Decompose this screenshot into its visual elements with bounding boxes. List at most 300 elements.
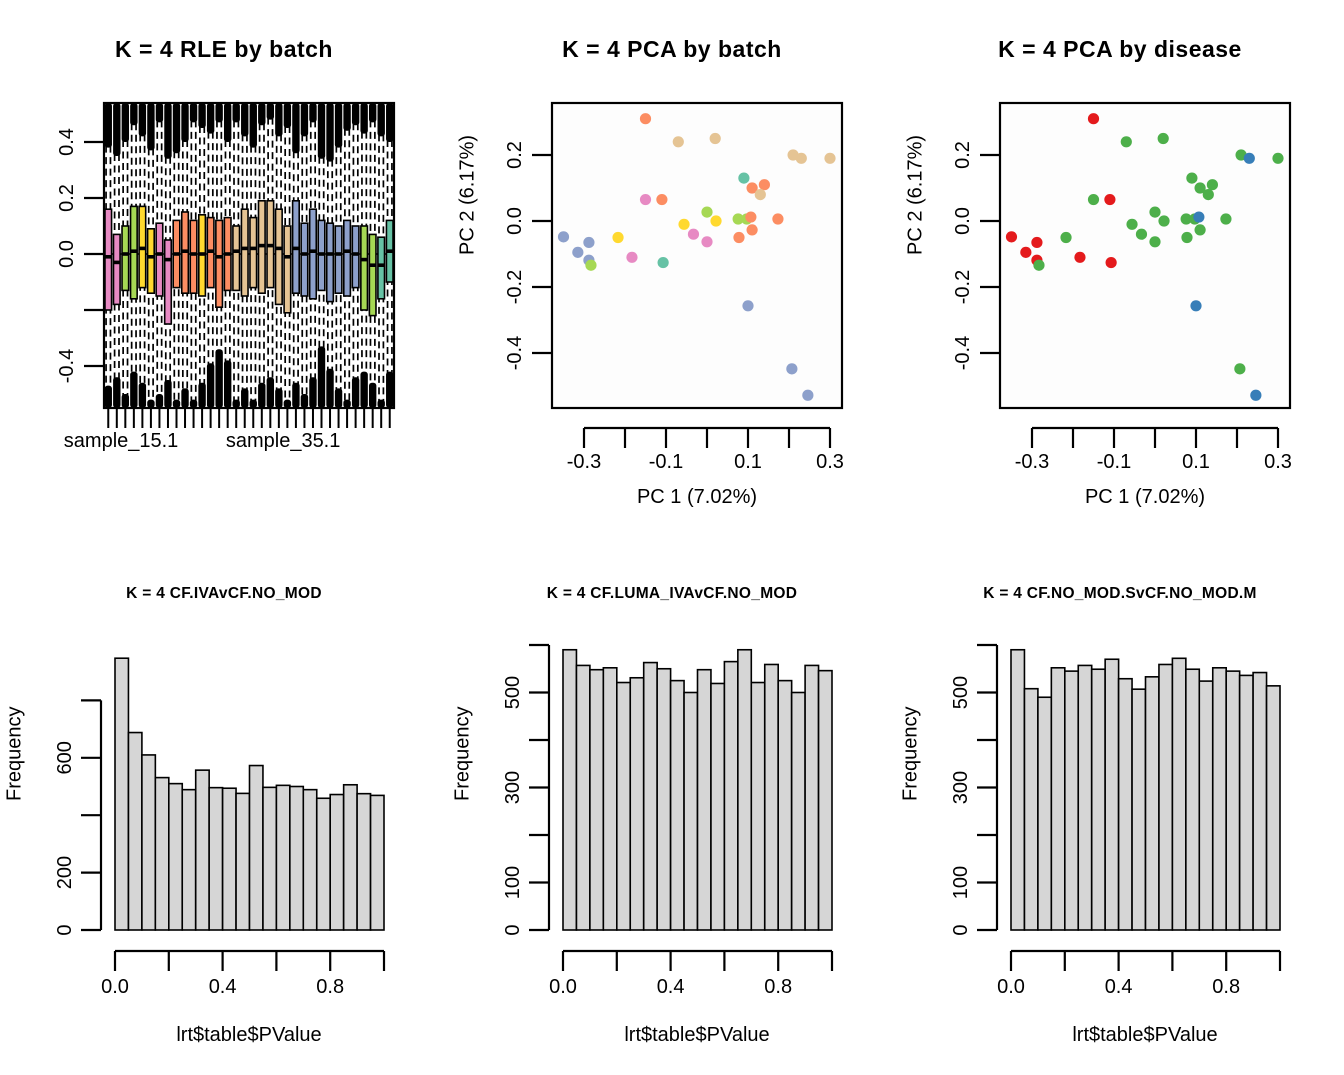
tick-label: 600 (54, 741, 76, 775)
tick-label: 0.0 (101, 976, 129, 998)
outlier-cloud-bottom (122, 394, 129, 408)
pca-point (688, 229, 699, 240)
iqr-box (310, 209, 317, 299)
hist-bar (792, 693, 805, 931)
hist-bar (276, 785, 289, 930)
hist-bar (250, 766, 263, 930)
hist-bar (1105, 659, 1118, 930)
panel-pca-by-disease: -0.3 -0.1 0.1 0.3 0.2 0.0 -0.2 -0.4 K = 4 PCA by disease PC 1 (7.02%) PC 2 (6.17%) (896, 0, 1344, 537)
pca-point (640, 113, 651, 124)
pca-point (1033, 260, 1044, 271)
pca-point (796, 153, 807, 164)
hist-bar (1213, 668, 1226, 930)
hist-bar (303, 790, 316, 930)
hist-bar (1092, 669, 1105, 930)
panel-title: K = 4 CF.NO_MOD.SvCF.NO_MOD.M (983, 585, 1257, 602)
panel-title: K = 4 CF.LUMA_IVAvCF.NO_MOD (546, 585, 798, 602)
hist-bar (290, 787, 303, 931)
pca-point (701, 236, 712, 247)
pca-point (678, 219, 689, 230)
tick-label: 300 (950, 770, 972, 805)
outlier-cloud-bottom (181, 388, 188, 408)
iqr-box (233, 226, 240, 290)
hist-bar (1186, 669, 1199, 930)
hist-bar (1024, 689, 1037, 930)
outlier-cloud-top (378, 103, 385, 136)
outlier-cloud-bottom (241, 388, 248, 408)
hist-bar (1199, 681, 1212, 930)
hist-bar (1119, 679, 1132, 930)
outlier-cloud-top (284, 103, 291, 128)
hist-bar (778, 681, 791, 930)
panel-title: K = 4 CF.IVAvCF.NO_MOD (126, 585, 322, 602)
pca-point (1193, 211, 1204, 222)
tick-label: 200 (54, 855, 76, 890)
outlier-cloud-top (190, 103, 197, 122)
outlier-cloud-top (198, 103, 205, 128)
median-line (190, 252, 197, 256)
tick-label: 0.2 (56, 184, 78, 212)
hist-bar (671, 681, 684, 930)
tick-label: -0.3 (1014, 451, 1050, 473)
tick-label: 0 (502, 924, 524, 936)
outlier-cloud-bottom (369, 383, 376, 408)
outlier-cloud-bottom (233, 400, 240, 408)
outlier-cloud-top (233, 103, 240, 122)
pca-point (710, 133, 721, 144)
median-line (258, 244, 265, 248)
outlier-cloud-top (105, 103, 112, 148)
hist-bar (344, 785, 357, 930)
pca-point (626, 252, 637, 263)
tick-label: sample_15.1 (63, 430, 179, 452)
outlier-cloud-top (173, 103, 180, 153)
outlier-cloud-top (369, 103, 376, 122)
pca-point (1149, 206, 1160, 217)
median-line (276, 247, 283, 251)
outlier-cloud-top (309, 103, 316, 122)
plot-background (552, 103, 842, 408)
tick-label: 0.4 (208, 976, 237, 998)
pca-batch-scatter (448, 0, 896, 537)
outlier-cloud-bottom (301, 394, 308, 408)
hist-bar (1051, 668, 1064, 930)
hist-bar (738, 650, 751, 930)
outlier-cloud-bottom (335, 388, 342, 408)
tick-label: -0.2 (504, 269, 526, 305)
hist-bar (1253, 673, 1266, 930)
hist-bar (1267, 686, 1280, 930)
panel-pca-by-batch: -0.3 -0.1 0.1 0.3 0.2 0.0 -0.2 -0.4 K = 4 PCA by batch PC 1 (7.02%) PC 2 (6.17%) (448, 0, 896, 537)
panel-rle-by-batch (0, 0, 448, 537)
hist-bar (1038, 697, 1051, 930)
hist-bar (644, 663, 657, 930)
median-line (139, 247, 146, 251)
outlier-cloud-top (275, 103, 282, 136)
hist-bar (330, 795, 343, 930)
tick-label: 0.0 (952, 207, 974, 235)
tick-label: sample_35.1 (225, 430, 341, 452)
tick-label: 500 (502, 675, 524, 710)
median-line (361, 258, 368, 262)
median-line (284, 255, 291, 259)
tick-label: 0.8 (764, 976, 793, 998)
outlier-cloud-bottom (130, 372, 137, 408)
pca-point (701, 206, 712, 217)
hist-bar (371, 795, 384, 930)
iqr-box (113, 234, 120, 304)
median-line (182, 249, 189, 253)
pca-point (585, 260, 596, 271)
hist-bar (155, 778, 168, 930)
hist-bar (142, 755, 155, 930)
pca-point (824, 153, 835, 164)
pca-point (1126, 219, 1137, 230)
panel-title: K = 4 PCA by batch (562, 36, 782, 62)
outlier-cloud-bottom (215, 349, 222, 408)
tick-label: -0.1 (648, 451, 684, 473)
pca-point (745, 211, 756, 222)
outlier-cloud-top (360, 103, 367, 134)
outlier-cloud-bottom (105, 386, 112, 408)
median-line (148, 255, 155, 259)
tick-label: 500 (950, 675, 972, 710)
outlier-cloud-top (326, 103, 333, 162)
hist-bar (1011, 650, 1024, 930)
outlier-cloud-bottom (113, 377, 120, 408)
tick-label: 0.8 (316, 976, 345, 998)
iqr-box (327, 223, 334, 301)
pca-point (656, 194, 667, 205)
pca-point (1272, 153, 1283, 164)
outlier-cloud-top (335, 103, 342, 148)
outlier-cloud-bottom (147, 400, 154, 408)
iqr-box (344, 220, 351, 296)
median-line (241, 247, 248, 251)
tick-label: 0.1 (734, 451, 762, 473)
hist-bar (236, 793, 249, 930)
pca-point (1074, 252, 1085, 263)
pca-point (1181, 232, 1192, 243)
median-line (224, 252, 231, 256)
hist-bar (1159, 664, 1172, 930)
panel-title: K = 4 RLE by batch (115, 36, 333, 62)
hist-bar (724, 662, 737, 930)
pca-disease-scatter (896, 0, 1344, 537)
outlier-cloud-bottom (292, 383, 299, 408)
iqr-box (369, 234, 376, 315)
pca-point (759, 179, 770, 190)
outlier-cloud-top (224, 103, 231, 142)
hist-bar (805, 665, 818, 930)
outlier-cloud-top (164, 103, 171, 159)
pca-point (1158, 215, 1169, 226)
median-line (122, 252, 129, 256)
tick-label: -0.4 (504, 335, 526, 371)
outlier-cloud-bottom (267, 377, 274, 408)
hist-bar (115, 658, 128, 930)
pca-point (1121, 136, 1132, 147)
hist-bar (711, 683, 724, 930)
median-line (327, 252, 334, 256)
outlier-cloud-bottom (386, 372, 393, 408)
plot-background (1000, 103, 1290, 408)
tick-label: 0.4 (656, 976, 685, 998)
hist-bar (630, 678, 643, 930)
tick-label: -0.4 (56, 348, 78, 384)
hist-bar (563, 650, 576, 930)
hist-bar (182, 790, 195, 930)
outlier-cloud-top (292, 103, 299, 153)
median-line (156, 252, 163, 256)
median-line (250, 247, 257, 251)
tick-label: 0.4 (56, 128, 78, 156)
outlier-cloud-top (258, 103, 265, 125)
pca-point (755, 189, 766, 200)
pca-point (658, 257, 669, 268)
outlier-cloud-bottom (352, 377, 359, 408)
tick-label: 0.8 (1212, 976, 1241, 998)
tick-label: 100 (502, 865, 524, 900)
x-axis-label: lrt$table$PValue (176, 1024, 322, 1046)
iqr-box (190, 220, 197, 293)
median-line (131, 249, 138, 253)
pca-point (738, 173, 749, 184)
pca-point (1203, 189, 1214, 200)
median-line (113, 261, 120, 265)
outlier-cloud-bottom (207, 363, 214, 408)
pca-point (742, 300, 753, 311)
hist-bar (819, 671, 832, 930)
tick-label: 0.2 (504, 141, 526, 169)
median-line (267, 244, 274, 248)
tick-label: -0.1 (1096, 451, 1132, 473)
pca-point (640, 194, 651, 205)
panel-title: K = 4 PCA by disease (998, 36, 1242, 62)
outlier-cloud-top (386, 103, 393, 142)
median-line (301, 252, 308, 256)
median-line (310, 249, 317, 253)
outlier-cloud-bottom (275, 388, 282, 408)
panel-hist-cf-nomod: 0 100 300 500 0.0 0.4 0.8 K = 4 CF.NO_MOD.SvCF.NO_MOD.M lrt$table$PValue Frequency (896, 538, 1344, 1075)
tick-label: 0.4 (1104, 976, 1133, 998)
hist-bar (1226, 671, 1239, 930)
median-line (199, 252, 206, 256)
outlier-cloud-top (156, 103, 163, 122)
outlier-cloud-top (130, 103, 137, 125)
tick-label: 0.0 (997, 976, 1025, 998)
outlier-cloud-bottom (309, 377, 316, 408)
pca-point (1149, 236, 1160, 247)
tick-label: -0.2 (952, 269, 974, 305)
outlier-cloud-bottom (190, 400, 197, 408)
outlier-cloud-top (122, 103, 129, 142)
pca-point (1060, 232, 1071, 243)
outlier-cloud-bottom (326, 369, 333, 408)
outlier-cloud-top (301, 103, 308, 136)
median-line (352, 252, 359, 256)
pca-point (786, 363, 797, 374)
iqr-box (122, 226, 129, 290)
outlier-cloud-bottom (343, 400, 350, 408)
hist-bar (1078, 665, 1091, 930)
outlier-cloud-top (250, 103, 257, 148)
hist-bar (657, 669, 670, 930)
outlier-cloud-bottom (378, 400, 385, 408)
iqr-box (241, 209, 248, 296)
iqr-box (361, 226, 368, 310)
outlier-cloud-top (113, 103, 120, 156)
hist-bar (128, 733, 141, 930)
x-axis-label: PC 1 (7.02%) (636, 486, 758, 508)
panel-hist-cf-luma: 0 100 300 500 0.0 0.4 0.8 K = 4 CF.LUMA_IVAvCF.NO_MOD lrt$table$PValue Frequency (448, 538, 896, 1075)
tick-label: 0.3 (816, 451, 844, 473)
median-line (165, 258, 172, 262)
hist-bar (169, 784, 182, 930)
pca-point (772, 213, 783, 224)
median-line (335, 252, 342, 256)
median-line (207, 249, 214, 253)
pca-point (1088, 113, 1099, 124)
tick-label: -0.3 (566, 451, 602, 473)
x-axis-label: PC 1 (7.02%) (1084, 486, 1206, 508)
iqr-box (148, 229, 155, 293)
pca-point (1234, 363, 1245, 374)
hist-bar (1146, 677, 1159, 930)
median-line (105, 255, 112, 259)
median-line (369, 263, 376, 267)
outlier-cloud-top (181, 103, 188, 142)
outlier-cloud-top (343, 103, 350, 131)
outlier-cloud-top (139, 103, 146, 136)
pca-point (1031, 237, 1042, 248)
tick-label: 100 (950, 865, 972, 900)
outlier-cloud-bottom (173, 400, 180, 408)
hist-bar (765, 664, 778, 930)
iqr-box (378, 237, 385, 299)
hist-bar (317, 798, 330, 930)
pca-point (1020, 247, 1031, 258)
outlier-cloud-top (318, 103, 325, 159)
iqr-box (335, 226, 342, 293)
x-axis-label: lrt$table$PValue (624, 1024, 770, 1046)
hist-bar (209, 788, 222, 930)
median-line (216, 255, 223, 259)
outlier-cloud-bottom (360, 372, 367, 408)
hist-bar (684, 693, 697, 931)
tick-label: 0.1 (1182, 451, 1210, 473)
pca-point (1220, 213, 1231, 224)
hist-bar (263, 787, 276, 930)
median-line (378, 263, 385, 267)
tick-label: -0.4 (952, 335, 974, 371)
panel-hist-cf-iva: 0 200 600 0.0 0.4 0.8 K = 4 CF.IVAvCF.NO_MOD lrt$table$PValue Frequency (0, 538, 448, 1075)
rle-boxplot (0, 0, 448, 537)
pca-point (1190, 300, 1201, 311)
outlier-cloud-bottom (164, 380, 171, 408)
outlier-cloud-bottom (250, 400, 257, 408)
pca-point (612, 232, 623, 243)
hist-bar (603, 668, 616, 930)
outlier-cloud-bottom (139, 383, 146, 408)
median-line (344, 249, 351, 253)
iqr-box (165, 240, 172, 324)
tick-label: 300 (502, 770, 524, 805)
tick-label: 0.0 (56, 240, 78, 268)
outlier-cloud-top (147, 103, 154, 150)
median-line (233, 249, 240, 253)
tick-label: 0 (54, 924, 76, 936)
hist-bar (590, 670, 603, 930)
outlier-cloud-bottom (258, 383, 265, 408)
pca-point (1158, 133, 1169, 144)
pca-point (802, 390, 813, 401)
hist-bar (617, 683, 630, 930)
pca-point (1088, 194, 1099, 205)
median-line (293, 247, 300, 251)
outlier-cloud-top (215, 103, 222, 122)
pca-point (1244, 153, 1255, 164)
hist-bar (1240, 675, 1253, 930)
iqr-box (105, 209, 112, 310)
pca-point (747, 224, 758, 235)
hist-bar (1172, 658, 1185, 930)
outlier-cloud-top (352, 103, 359, 125)
outlier-cloud-bottom (224, 360, 231, 408)
hist-bar (196, 770, 209, 930)
outlier-cloud-bottom (318, 346, 325, 408)
outlier-cloud-bottom (198, 383, 205, 408)
pca-point (673, 136, 684, 147)
iqr-box (301, 223, 308, 296)
median-line (318, 252, 325, 256)
outlier-cloud-top (241, 103, 248, 136)
tick-label: 0 (950, 924, 972, 936)
hist-bar (576, 665, 589, 930)
outlier-cloud-bottom (156, 394, 163, 408)
pca-point (1106, 257, 1117, 268)
outlier-cloud-bottom (284, 400, 291, 408)
pca-point (1104, 194, 1115, 205)
tick-label: 0.0 (504, 207, 526, 235)
x-axis-label: lrt$table$PValue (1072, 1024, 1218, 1046)
pvalue-histogram (0, 538, 448, 1075)
hist-bar (1132, 689, 1145, 930)
pca-point (1136, 229, 1147, 240)
iqr-box (216, 220, 223, 307)
pca-point (1006, 231, 1017, 242)
pca-point (1207, 179, 1218, 190)
hist-bar (698, 670, 711, 930)
outlier-cloud-top (267, 103, 274, 120)
hist-bar (1065, 671, 1078, 930)
pca-point (733, 232, 744, 243)
hist-bar (223, 788, 236, 930)
tick-label: 0.0 (549, 976, 577, 998)
pca-point (572, 247, 583, 258)
iqr-box (352, 226, 359, 288)
iqr-box (250, 218, 257, 288)
pvalue-histogram (448, 538, 896, 1075)
iqr-box (156, 223, 163, 296)
pca-point (558, 231, 569, 242)
pca-point (1195, 224, 1206, 235)
hist-bar (357, 794, 370, 930)
outlier-cloud-top (207, 103, 214, 134)
iqr-box (276, 209, 283, 304)
hist-bar (751, 683, 764, 930)
pca-point (1186, 173, 1197, 184)
